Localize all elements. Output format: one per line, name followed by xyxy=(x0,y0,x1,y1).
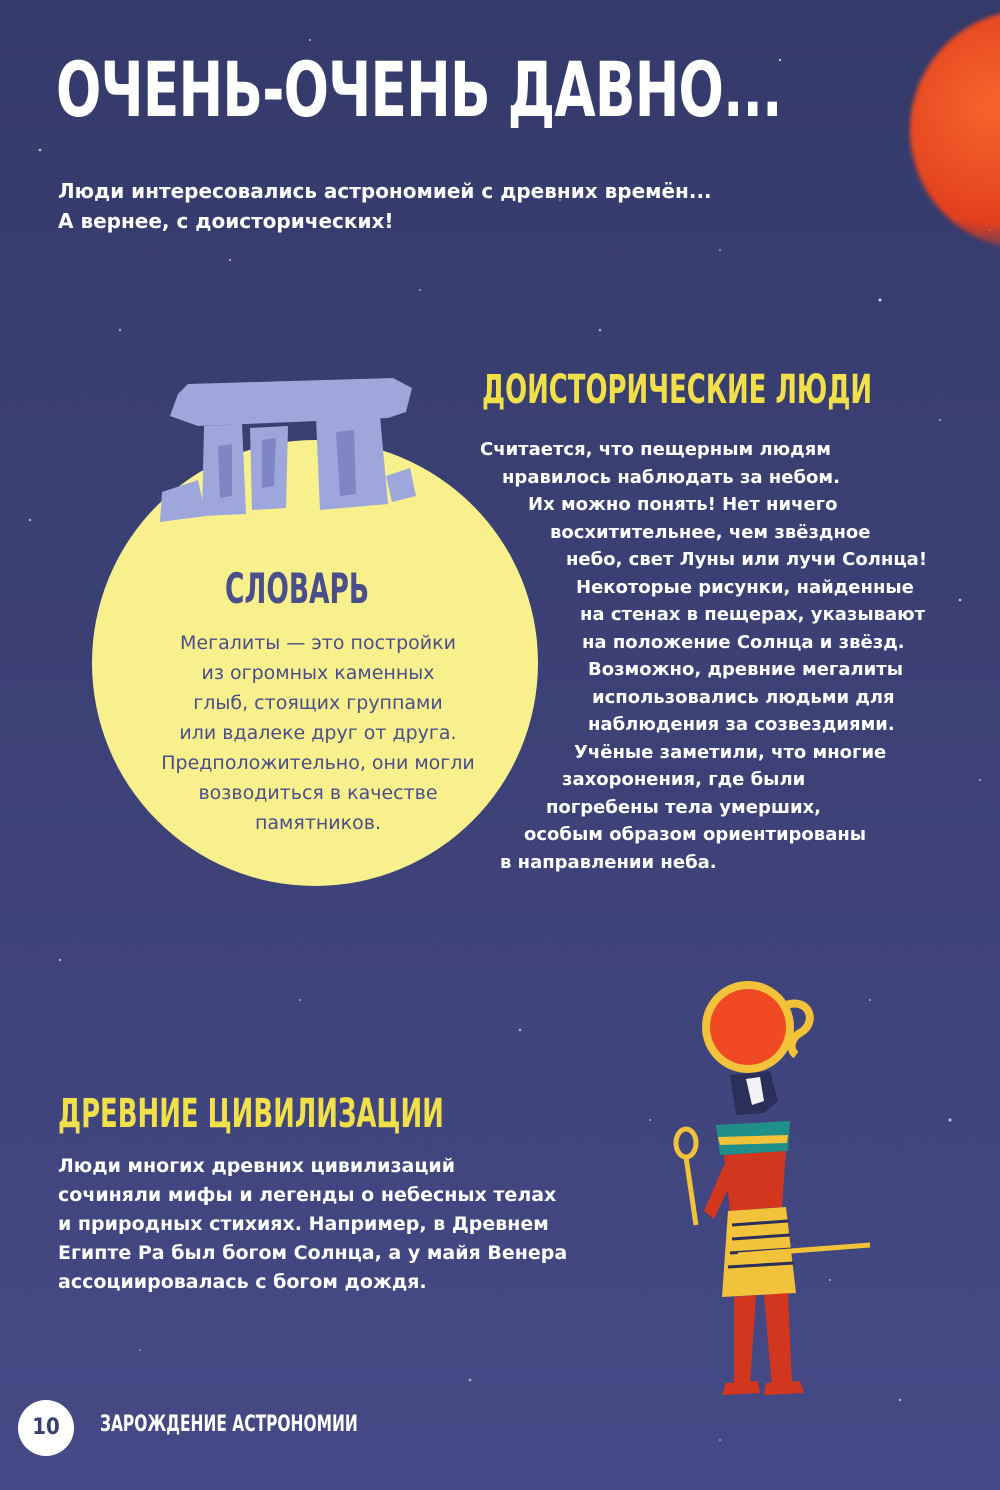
prehistoric-line: погребены тела умерших, xyxy=(546,796,822,818)
prehistoric-line: Считается, что пещерным людям xyxy=(480,439,831,460)
prehistoric-line: использовались людьми для xyxy=(592,686,895,708)
prehistoric-line: Их можно понять! Нет ничего xyxy=(528,494,838,515)
civilizations-line: и природных стихиях. Например, в Древнем xyxy=(58,1213,549,1235)
prehistoric-line: на положение Солнца и звёзд. xyxy=(582,631,905,653)
prehistoric-line: особым образом ориентированы xyxy=(524,824,867,845)
glossary-line: или вдалеке друг от друга. xyxy=(179,722,457,744)
civilizations-line: ассоциировалась с богом дождя. xyxy=(58,1271,427,1293)
glossary-line: памятников. xyxy=(254,812,381,834)
glossary-definition xyxy=(128,628,508,838)
glossary-line: Мегалиты — это постройки xyxy=(180,632,456,654)
prehistoric-line: Возможно, древние мегалиты xyxy=(588,659,903,680)
glossary-line: из огромных каменных xyxy=(201,662,435,684)
megalith-icon xyxy=(158,376,418,526)
prehistoric-line: Учёные заметили, что многие xyxy=(574,741,887,763)
prehistoric-text xyxy=(470,436,970,876)
section-label: ЗАРОЖДЕНИЕ АСТРОНОМИИ xyxy=(100,1412,358,1437)
prehistoric-line: наблюдения за созвездиями. xyxy=(588,714,895,735)
prehistoric-line: в направлении неба. xyxy=(500,851,717,873)
prehistoric-heading: ДОИСТОРИЧЕСКИЕ ЛЮДИ xyxy=(482,367,873,413)
intro-line: Люди интересовались астрономией с древних времён... xyxy=(58,179,712,203)
glossary-line: Предположительно, они могли xyxy=(161,752,475,774)
page-number-badge: 10 xyxy=(18,1400,74,1456)
civilizations-line: сочиняли мифы и легенды о небесных телах xyxy=(58,1184,557,1206)
glossary-line: глыб, стоящих группами xyxy=(193,692,443,714)
intro-text xyxy=(58,176,818,236)
intro-line: А вернее, с доисторических! xyxy=(58,209,394,233)
civilizations-line: Египте Ра был богом Солнца, а у майя Венера xyxy=(58,1242,568,1264)
glossary-heading: СЛОВАРЬ xyxy=(225,564,370,613)
prehistoric-line: Некоторые рисунки, найденные xyxy=(576,576,914,598)
prehistoric-line: небо, свет Луны или лучи Солнца! xyxy=(566,549,928,570)
civilizations-text xyxy=(58,1152,618,1297)
prehistoric-line: восхитительнее, чем звёздное xyxy=(550,521,871,543)
ra-icon xyxy=(660,975,880,1405)
prehistoric-line: захоронения, где были xyxy=(562,769,806,790)
prehistoric-line: нравилось наблюдать за небом. xyxy=(502,466,840,488)
page-title: ОЧЕНЬ-ОЧЕНЬ ДАВНО... xyxy=(56,45,782,134)
prehistoric-line: на стенах в пещерах, указывают xyxy=(580,604,926,625)
civilizations-heading: ДРЕВНИЕ ЦИВИЛИЗАЦИИ xyxy=(58,1091,444,1137)
glossary-line: возводиться в качестве xyxy=(198,782,438,804)
civilizations-line: Люди многих древних цивилизаций xyxy=(58,1155,456,1177)
